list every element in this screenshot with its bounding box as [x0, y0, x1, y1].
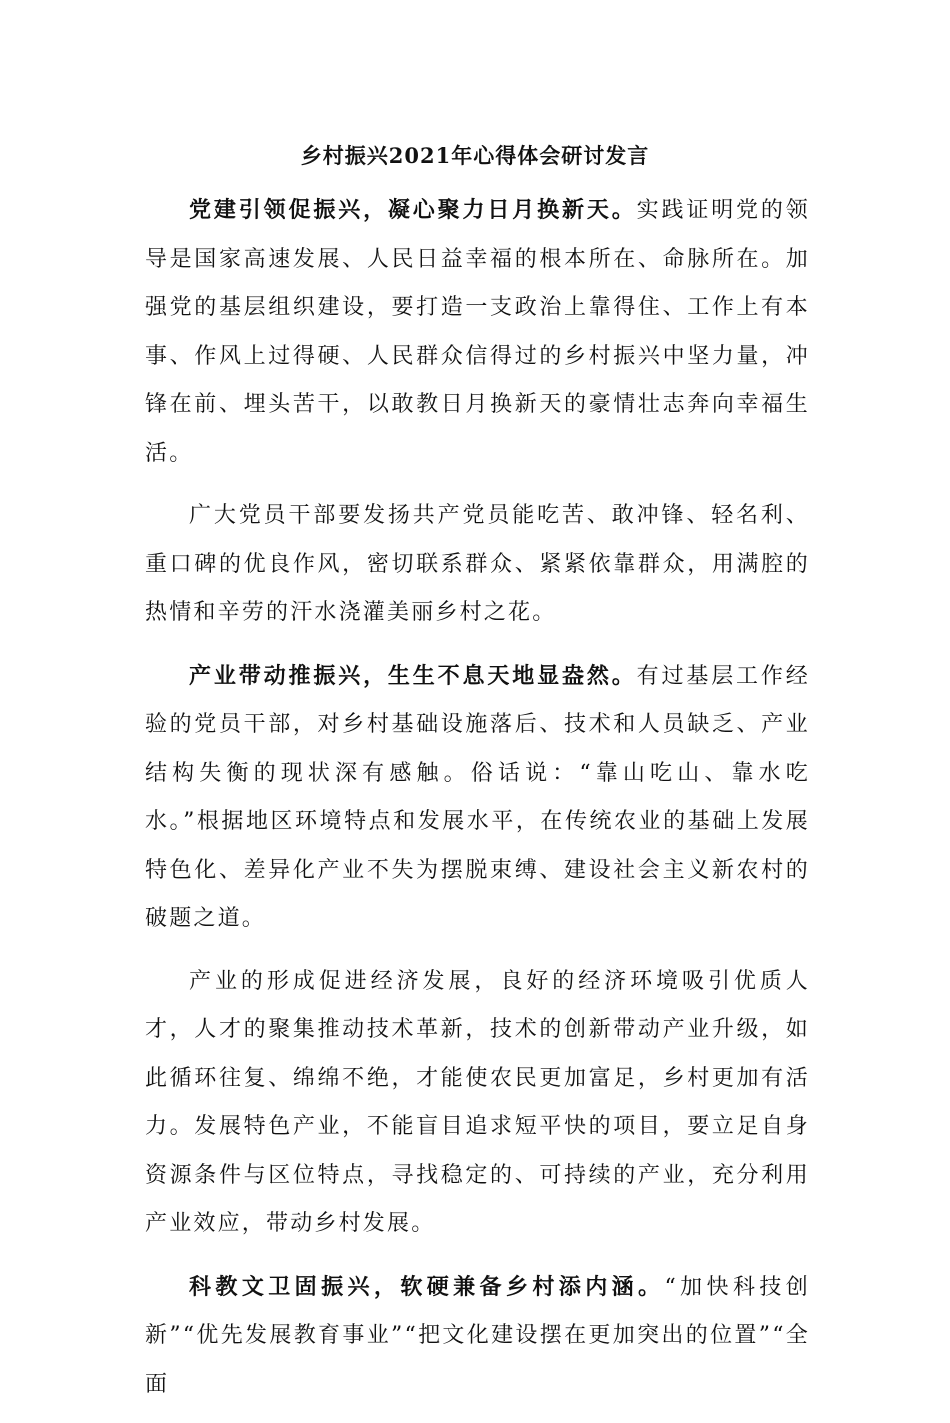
paragraph-text: 有过基层工作经验的党员干部，对乡村基础设施落后、技术和人员缺乏、产业结构失衡的现状深有感触。俗话说：“靠山吃山、靠水吃水。”根据地区环境特点和发展水平，在传统农业的基础上发展特色化、差异化产业不失为摆脱束缚、建设社会主义新农村的破题之道。 — [145, 663, 810, 931]
paragraph-party-members — [145, 492, 810, 638]
paragraph-text: 广大党员干部要发扬共产党员能吃苦、敢冲锋、轻名利、重口碑的优良作风，密切联系群众、紧紧依靠群众，用满腔的热情和辛劳的汗水浇灌美丽乡村之花。 — [145, 503, 810, 625]
paragraph-lead: 产业带动推振兴，生生不息天地显盎然。 — [189, 662, 637, 689]
paragraph-lead: 科教文卫固振兴，软硬兼备乡村添内涵。 — [189, 1273, 665, 1300]
paragraph-industry — [145, 652, 810, 944]
paragraph-text: “加快科技创新”“优先发展教育事业”“把文化建设摆在更加突出的位置”“全面 — [145, 1274, 810, 1397]
paragraph-text: 产业的形成促进经济发展，良好的经济环境吸引优质人才，人才的聚集推动技术革新，技术的创新带动产业升级，如此循环往复、绵绵不绝，才能使农民更加富足，乡村更加有活力。发展特色产业，不能盲目追求短平快的项目，要立足自身资源条件与区位特点，寻找稳定的、可持续的产业，充分利用产业效应，带动乡村发展。 — [145, 968, 810, 1236]
paragraph-text: 实践证明党的领导是国家高速发展、人民日益幸福的根本所在、命脉所在。加强党的基层组织建设，要打造一支政治上靠得住、工作上有本事、作风上过得硬、人民群众信得过的乡村振兴中坚力量，冲锋在前、埋头苦干，以敢教日月换新天的豪情壮志奔向幸福生活。 — [145, 198, 810, 466]
paragraph-party-building — [145, 186, 810, 478]
document-body — [145, 186, 810, 1423]
document-title: 乡村振兴2021年心得体会研讨发言 — [300, 143, 650, 168]
paragraph-lead: 党建引领促振兴，凝心聚力日月换新天。 — [189, 197, 637, 223]
paragraph-industry-cycle — [145, 958, 810, 1249]
paragraph-science-education — [145, 1263, 810, 1410]
